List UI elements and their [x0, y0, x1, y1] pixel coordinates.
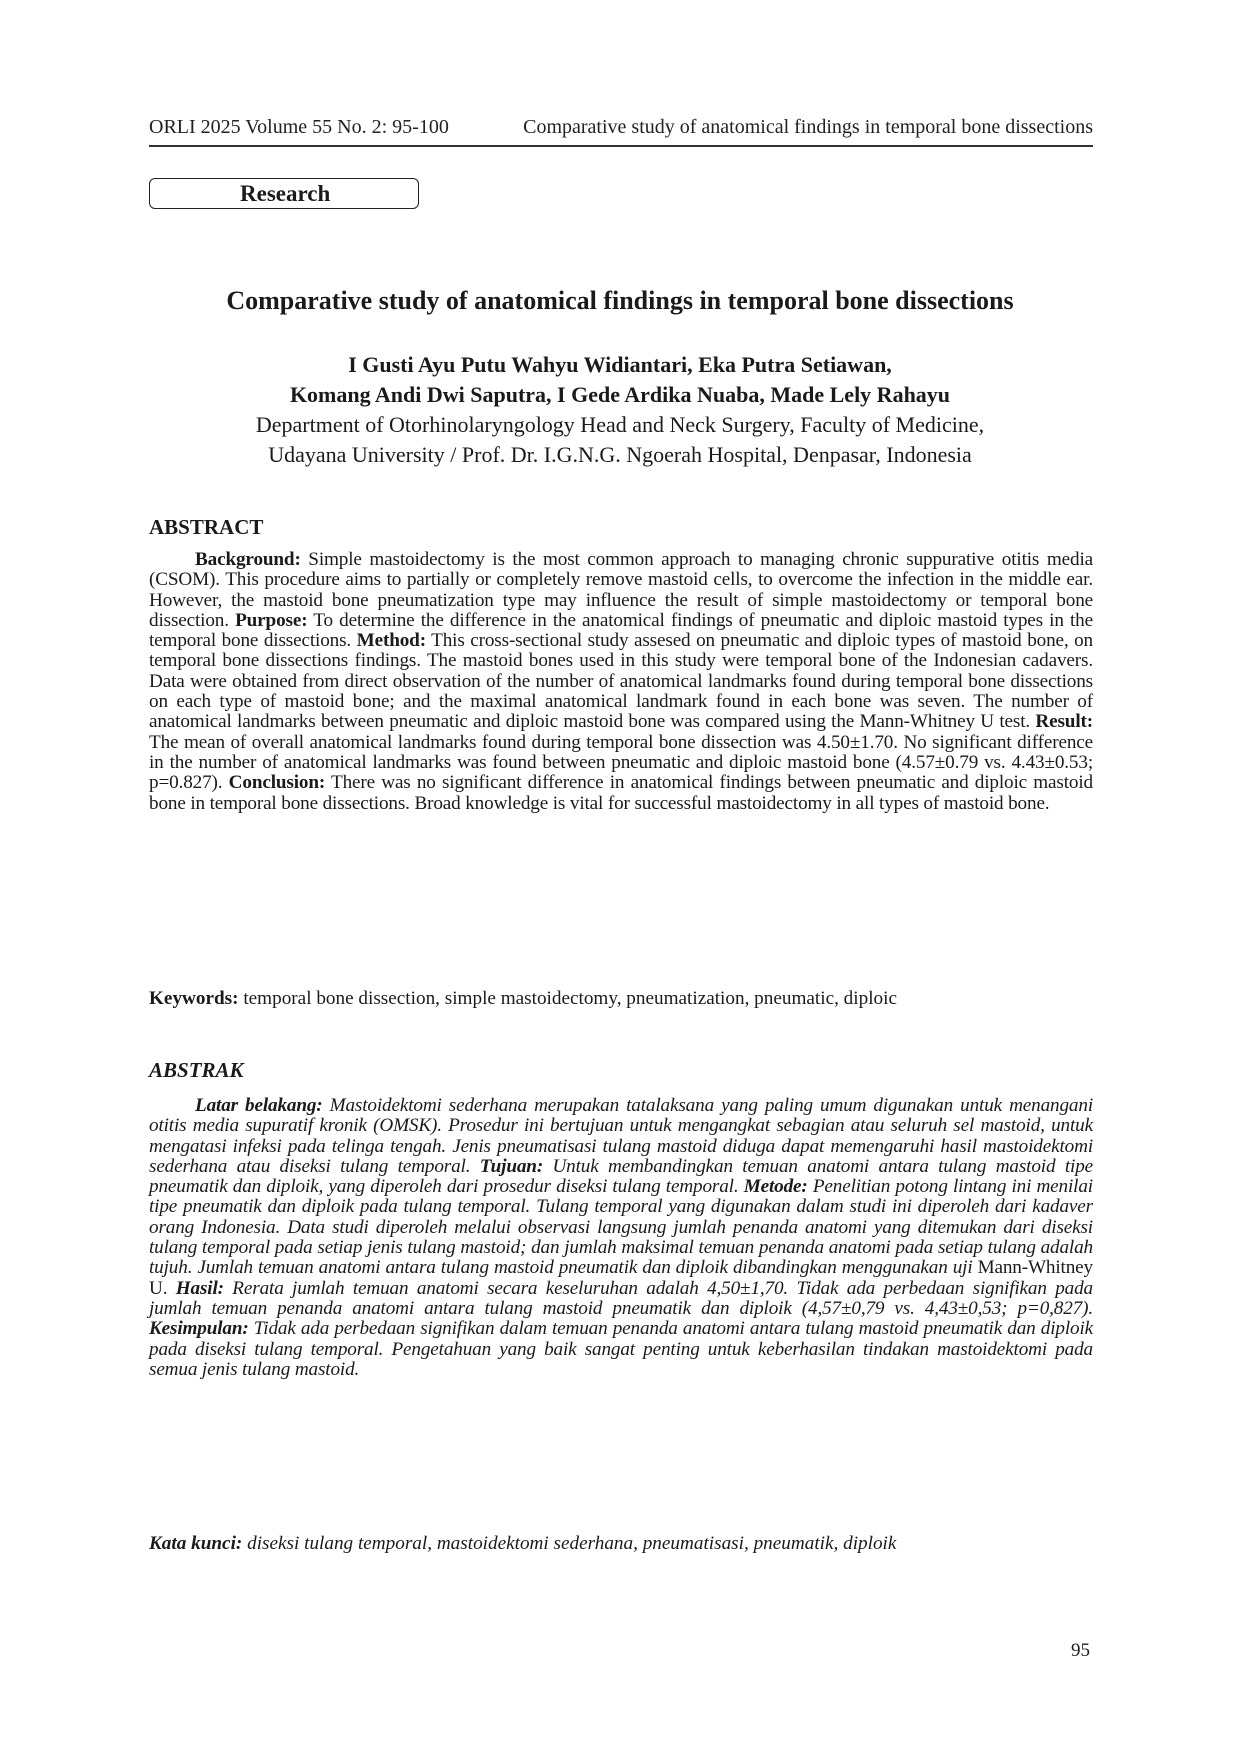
metode-label: Metode: — [743, 1176, 808, 1198]
abstract-heading: ABSTRACT — [149, 515, 264, 539]
author-list — [0, 350, 1240, 410]
purpose-label: Purpose: — [235, 609, 308, 631]
result-label: Result: — [1035, 711, 1093, 733]
keywords-text: temporal bone dissection, simple mastoidectomy, pneumatization, pneumatic, diploic — [238, 988, 897, 1009]
abstrak-heading: ABSTRAK — [149, 1058, 244, 1082]
tujuan-text: Untuk membandingkan temuan anatomi antara tulang mastoid tipe pneumatik dan diploik, yang diperoleh dari prosedur diseksi tulang temporal. — [149, 1155, 1093, 1198]
hasil-text: Rerata jumlah temuan anatomi secara keseluruhan adalah 4,50±1,70. Tidak ada perbedaan signifikan pada jumlah temuan penanda anatomi antara tulang mastoid pneumatik dan diploik (4,57±0,79 vs. 4,43±0,53; p=0,827). — [149, 1277, 1093, 1319]
kesimpulan-text: Tidak ada perbedaan signifikan dalam temuan penanda anatomi antara tulang mastoid pneumatik dan diploik pada diseksi tulang temporal. Pengetahuan yang baik sangat penting untuk keberhasilan tindakan mastoidektomi pada semua jenis tulang mastoid. — [149, 1318, 1093, 1380]
conclusion-label: Conclusion: — [228, 772, 326, 794]
kata-kunci — [149, 1533, 1093, 1555]
affiliation-line: Udayana University / Prof. Dr. I.G.N.G. Ngoerah Hospital, Denpasar, Indonesia — [268, 442, 972, 467]
result-text: The mean of overall anatomical landmarks found during temporal bone dissection was 4.50±1.70. No significant difference in the number of anatomical landmarks was found between pneumatic and diploic mastoid bone (4.57±0.79 vs. 4.43±0.53; p=0.827). — [149, 731, 1093, 794]
kata-kunci-label: Kata kunci: — [149, 1533, 243, 1554]
tujuan-label: Tujuan: — [479, 1155, 544, 1177]
hasil-label: Hasil: — [167, 1277, 224, 1299]
affiliation-line: Department of Otorhinolaryngology Head and Neck Surgery, Faculty of Medicine, — [255, 412, 985, 437]
author-line: I Gusti Ayu Putu Wahyu Widiantari, Eka Putra Setiawan, — [348, 352, 892, 377]
conclusion-text: There was no significant difference in anatomical findings between pneumatic and diploic mastoid bone in temporal bone dissections. Broad knowledge is vital for successful mastoidectomy in all types of mastoid bone. — [149, 772, 1093, 814]
background-label: Background: — [195, 549, 301, 570]
purpose-text: To determine the difference in the anatomical findings of pneumatic and diploic mastoid types in the temporal bone dissections. — [149, 609, 1093, 652]
background-text: Simple mastoidectomy is the most common approach to managing chronic suppurative otitis media (CSOM). This procedure aims to partially or completely remove mastoid cells, to overcome the infection in the middle ear. However, the mastoid bone pneumatization type may influence the result of simple mastoidectomy or temporal bone dissection. — [149, 549, 1093, 631]
method-text: This cross-sectional study assesed on pneumatic and diploic types of mastoid bone, on temporal bone dissections findings. The mastoid bones used in this study were temporal bone of the Indonesian cadavers. Data were obtained from direct observation of the number of anatomical landmarks found during temporal bone dissections on each type of mastoid bone; and the maximal anatomical landmark found in each bone was seven. The number of anatomical landmarks between pneumatic and diploic mastoid bone was compared using the Mann-Whitney U test. — [149, 630, 1094, 733]
abstract-body — [149, 550, 1093, 814]
abstrak-body — [149, 1096, 1093, 1380]
metode-text: Penelitian potong lintang ini menilai tipe pneumatik dan diploik pada tulang temporal. Tulang temporal yang digunakan dalam studi ini diperoleh dari kadaver orang Indonesia. Data studi diperoleh melalui observasi langsung jumlah penanda anatomi yang ditemukan dari diseksi tulang temporal pada setiap jenis tulang mastoid; dan jumlah maksimal temuan penanda anatomi pada setiap tulang adalah tujuh. Jumlah temuan anatomi antara tulang mastoid pneumatik dan diploik dibandingkan menggunakan uji — [149, 1176, 1093, 1279]
kata-kunci-text: diseksi tulang temporal, mastoidektomi sederhana, pneumatisasi, pneumatik, diploik — [242, 1533, 897, 1554]
affiliation — [0, 410, 1240, 470]
latar-text: Mastoidektomi sederhana merupakan tatalaksana yang paling umum digunakan untuk menangani otitis media supuratif kronik (OMSK). Prosedur ini bertujuan untuk mengangkat sebagian atau seluruh sel mastoid, untuk mengatasi infeksi pada telinga tengah. Jenis pneumatisasi tulang mastoid diduga dapat memengaruhi hasil mastoidektomi sederhana atau diseksi tulang temporal. — [149, 1095, 1093, 1177]
kesimpulan-label: Kesimpulan: — [149, 1318, 249, 1340]
section-tag: Research — [149, 178, 419, 209]
article-title: Comparative study of anatomical findings in temporal bone dissections — [226, 286, 1014, 315]
journal-citation: ORLI 2025 Volume 55 No. 2: 95-100 — [149, 116, 449, 138]
latar-label: Latar belakang: — [195, 1095, 323, 1116]
keywords-label: Keywords: — [149, 988, 239, 1009]
method-label: Method: — [356, 630, 426, 652]
page-number: 95 — [1071, 1640, 1090, 1661]
keywords — [149, 988, 1093, 1010]
running-title: Comparative study of anatomical findings in temporal bone dissections — [523, 116, 1093, 138]
test-name: Mann-Whitney U. — [149, 1257, 1093, 1299]
author-line: Komang Andi Dwi Saputra, I Gede Ardika Nuaba, Made Lely Rahayu — [289, 382, 951, 407]
running-header — [149, 116, 1093, 147]
